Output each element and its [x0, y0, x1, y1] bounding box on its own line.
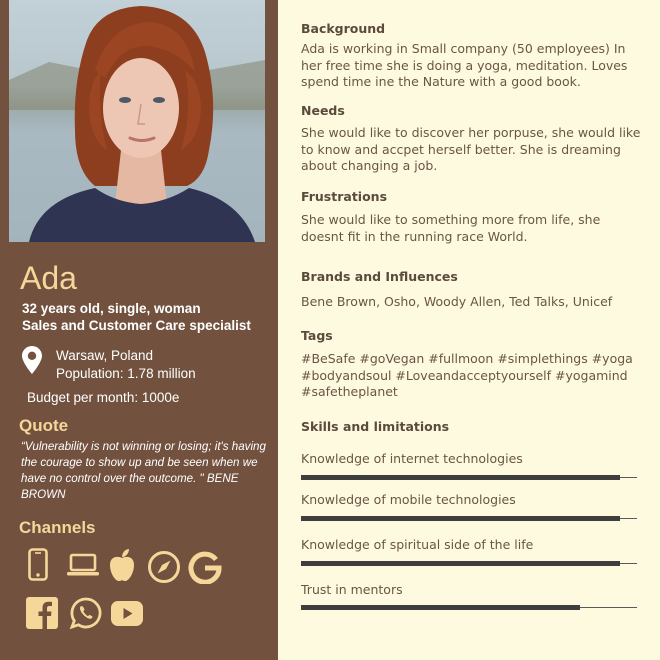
background-heading: Background [301, 21, 386, 36]
skill-label-internet: Knowledge of internet technologies [301, 451, 523, 466]
frustrations-text: She would like to something more from life, she doesnt fit in the running race World. [301, 212, 601, 244]
persona-name: Ada [20, 260, 77, 296]
quote-heading: Quote [19, 416, 69, 435]
frustrations-heading: Frustrations [301, 189, 388, 204]
persona-demographics: 32 years old, single, woman [22, 301, 201, 316]
skill-fill-mobile [301, 516, 620, 521]
youtube-icon [111, 601, 143, 627]
skill-bar-internet [301, 477, 637, 478]
laptop-icon [66, 553, 100, 577]
needs-text: She would like to discover her porpuse, she would like to know and accpet herself better. She is dreaming about changing a job. [301, 125, 641, 173]
skill-bar-mentors [301, 607, 637, 608]
whatsapp-icon [69, 596, 103, 630]
skills-heading: Skills and limitations [301, 419, 450, 434]
persona-summary [22, 300, 272, 334]
facebook-icon [26, 597, 58, 629]
persona-job-title: Sales and Customer Care specialist [22, 318, 251, 333]
skill-fill-internet [301, 475, 620, 480]
background-text: Ada is working in Small company (50 employees) In her free time she is doing a yoga, meditation. Loves spend time ine the Nature with a good book. [301, 41, 628, 89]
skill-label-mentors: Trust in mentors [301, 582, 403, 597]
profile-photo [9, 0, 265, 242]
skill-label-mobile: Knowledge of mobile technologies [301, 492, 516, 507]
needs-heading: Needs [301, 103, 345, 118]
apple-icon [107, 548, 137, 582]
brands-heading: Brands and Influences [301, 269, 458, 284]
budget-text: Budget per month: 1000e [27, 390, 180, 405]
location-city: Warsaw, Poland [56, 348, 154, 363]
brands-text: Bene Brown, Osho, Woody Allen, Ted Talks, Unicef [301, 294, 613, 309]
skill-fill-spiritual [301, 561, 620, 566]
location-pin-icon [22, 346, 42, 374]
profile-sidebar [0, 0, 278, 660]
location-info [56, 347, 266, 383]
skill-fill-mentors [301, 605, 580, 610]
location-population: Population: 1.78 million [56, 366, 196, 381]
phone-icon [28, 548, 48, 581]
skill-bar-spiritual [301, 563, 637, 564]
skill-bar-mobile [301, 518, 637, 519]
skill-label-spiritual: Knowledge of spiritual side of the life [301, 537, 534, 552]
google-icon [188, 550, 222, 584]
tags-text: #BeSafe #goVegan #fullmoon #simplethings #yoga #bodyandsoul #Loveandacceptyourself #yogamind #safetheplanet [301, 351, 633, 399]
safari-icon [147, 550, 181, 584]
tags-heading: Tags [301, 328, 333, 343]
channels-heading: Channels [19, 518, 96, 537]
quote-text: “Vulnerability is not winning or losing; it's having the courage to show up and be seen when we have no control over the outcome. " BENE BROWN [21, 440, 266, 501]
